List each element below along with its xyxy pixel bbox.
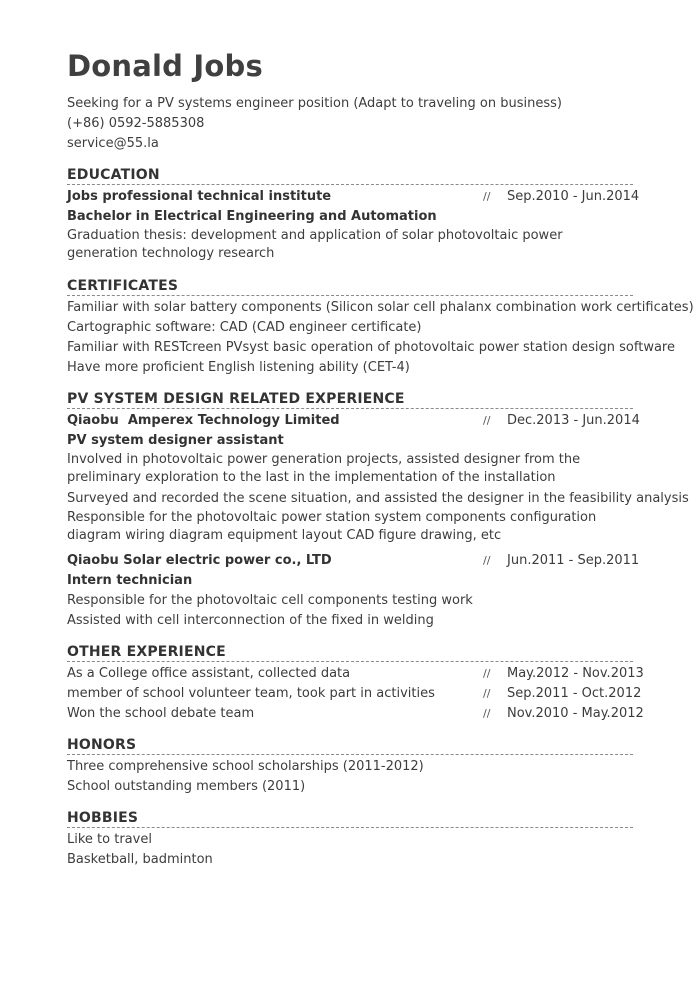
honor-item: Three comprehensive school scholarships (2011-2012) [67,759,424,774]
job-detail: Surveyed and recorded the scene situation, and assisted the designer in the feasibility analysis [67,491,689,506]
certificate-item: Cartographic software: CAD (CAD engineer certificate) [67,320,422,335]
certificates-section [67,277,694,378]
job-detail: Assisted with cell interconnection of the fixed in welding [67,613,434,628]
job-role-row [67,571,633,591]
other-experience-item [67,684,642,704]
activity-dates: May.2012 - Nov.2013 [507,666,644,681]
job-dates: Dec.2013 - Jun.2014 [507,413,640,428]
thesis: Graduation thesis: development and application of solar photovoltaic power generation technology research [67,228,563,261]
honor-item: School outstanding members (2011) [67,779,306,794]
education-section [67,166,640,265]
objective: Seeking for a PV systems engineer position (Adapt to traveling on business) [67,96,562,111]
activity-text: member of school volunteer team, took part in activities [67,686,435,701]
certificate-item: Familiar with RESTcreen PVsyst basic operation of photovoltaic power station design software [67,340,675,355]
date-separator: // [483,414,491,427]
date-separator: // [483,667,491,680]
education-dates: Sep.2010 - Jun.2014 [507,189,640,204]
pv-experience-section [67,390,689,631]
pv-experience-heading: PV SYSTEM DESIGN RELATED EXPERIENCE [67,390,633,409]
job-dates: Jun.2011 - Sep.2011 [507,553,640,568]
job-detail: Responsible for the photovoltaic power station system components configuration diagram wiring diagram equipment layout CAD figure drawing, etc [67,510,597,543]
degree-row [67,207,633,227]
date-separator: // [483,707,491,720]
company-name: Qiaobu Solar electric power co., LTD [67,553,332,568]
job-header [67,411,640,431]
activity-text: As a College office assistant, collected data [67,666,351,681]
honors-heading: HONORS [67,736,633,755]
job-header [67,551,640,571]
candidate-name: Donald Jobs [67,49,263,83]
other-experience-item [67,704,644,724]
certificate-item: Familiar with solar battery components (Silicon solar cell phalanx combination work certificates) [67,300,694,315]
date-separator: // [483,687,491,700]
degree: Bachelor in Electrical Engineering and Automation [67,209,437,224]
other-experience-item [67,664,644,684]
job-role-row [67,431,633,451]
date-separator: // [483,554,491,567]
hobbies-section [67,809,633,870]
job-detail: Involved in photovoltaic power generation projects, assisted designer from the preliminary exploration to the last in the implementation of the installation [67,452,581,485]
date-separator: // [483,190,491,203]
education-heading: EDUCATION [67,166,633,185]
activity-text: Won the school debate team [67,706,255,721]
education-entry [67,187,640,207]
job-detail: Responsible for the photovoltaic cell components testing work [67,593,473,608]
other-experience-section [67,643,644,724]
job-role: Intern technician [67,573,193,588]
hobby-item: Like to travel [67,832,152,847]
certificates-heading: CERTIFICATES [67,277,633,296]
email-address: service@55.la [67,136,159,151]
activity-dates: Nov.2010 - May.2012 [507,706,644,721]
job-role: PV system designer assistant [67,433,284,448]
certificate-item: Have more proficient English listening ability (CET-4) [67,360,410,375]
phone-number: (+86) 0592-5885308 [67,116,205,131]
hobby-item: Basketball, badminton [67,852,213,867]
honors-section [67,736,633,797]
hobbies-heading: HOBBIES [67,809,633,828]
company-name: Qiaobu Amperex Technology Limited [67,413,340,428]
activity-dates: Sep.2011 - Oct.2012 [507,686,642,701]
school-name: Jobs professional technical institute [67,189,332,204]
other-experience-heading: OTHER EXPERIENCE [67,643,633,662]
